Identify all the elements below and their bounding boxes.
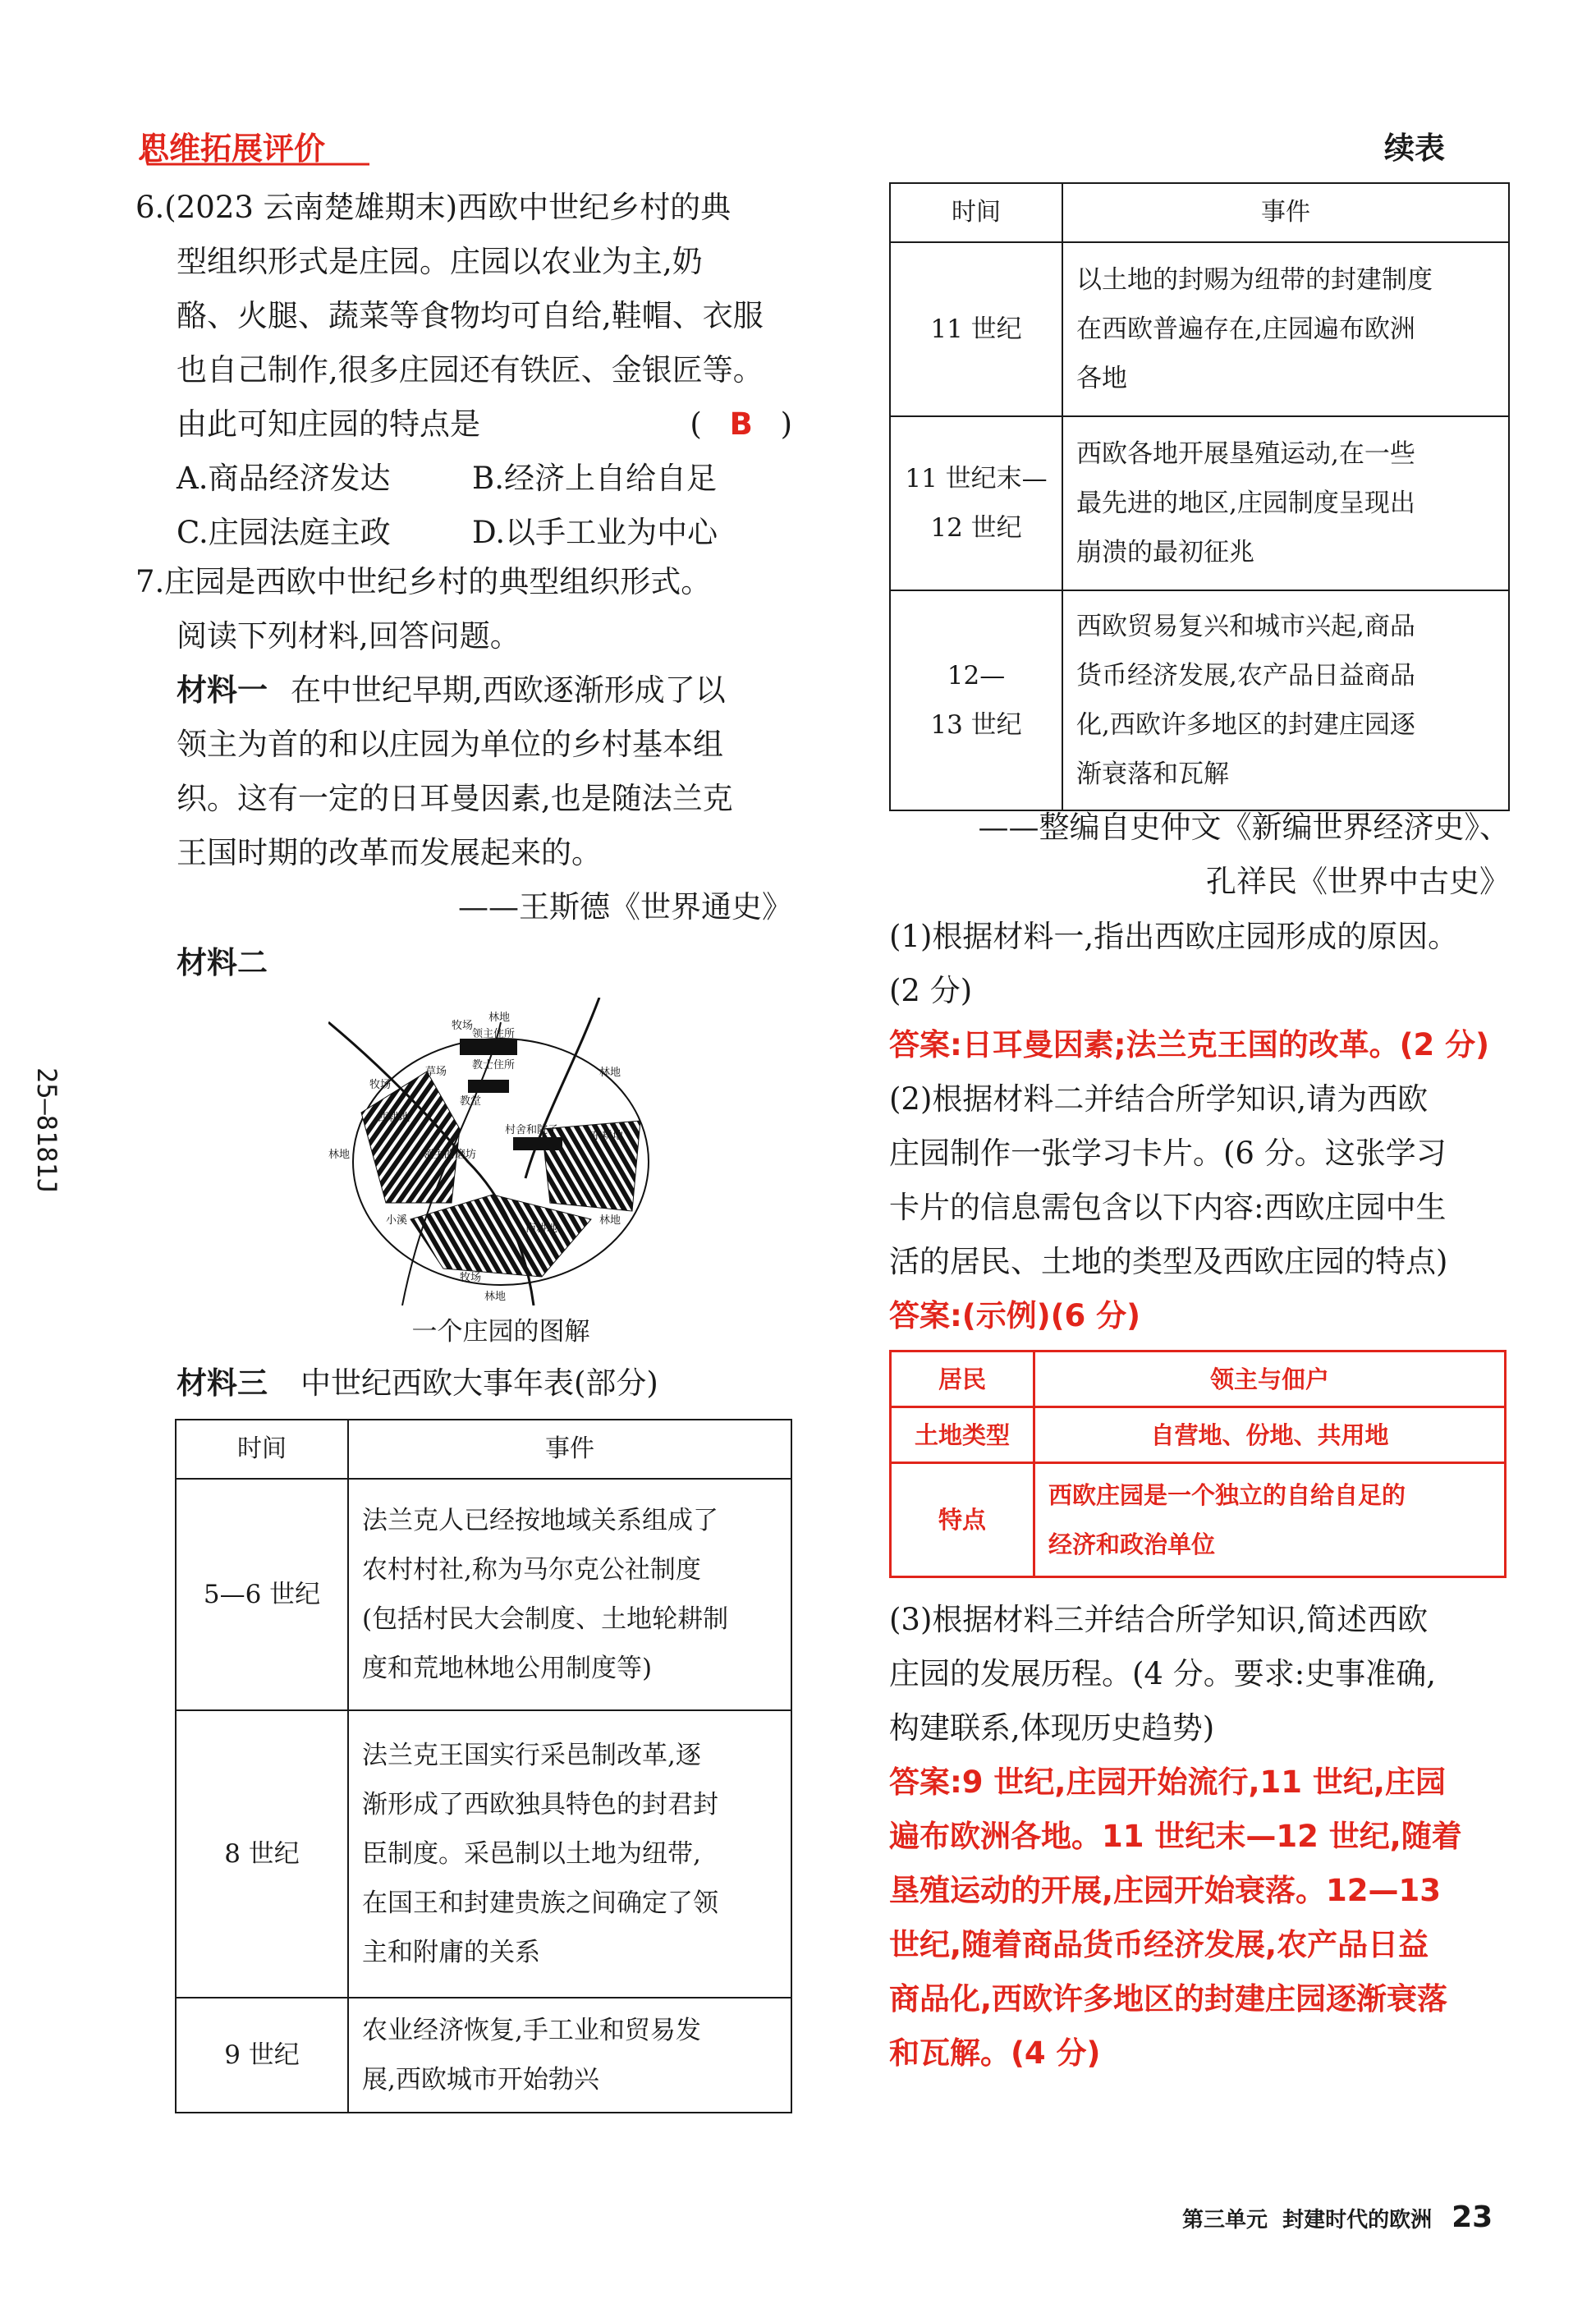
header-event: 事件	[1062, 183, 1509, 242]
event-line: 主和附庸的关系	[362, 1938, 540, 1967]
sub-question-3	[889, 1593, 1513, 2081]
sub1-answer-text: 日耳曼因素;法兰克王国的改革。(2 分)	[961, 1027, 1490, 1062]
village-block	[513, 1137, 562, 1150]
sub2-line: (2)根据材料二并结合所学知识,请为西欧	[889, 1081, 1429, 1117]
row-event	[1062, 242, 1509, 416]
event-line: 在西欧普遍存在,庄园遍布欧洲	[1076, 314, 1415, 344]
material-3-label: 材料三	[177, 1365, 268, 1401]
map-label-mill: 领主的磨坊	[423, 1149, 477, 1161]
card-value	[1034, 1463, 1506, 1577]
row-event	[1062, 416, 1509, 590]
q6-option-d: D.以手工业为中心	[472, 515, 718, 550]
map-label-village: 村舍和院子	[505, 1124, 559, 1136]
row-time: 9 世纪	[176, 1998, 348, 2113]
card-value-line: 西欧庄园是一个独立的自给自足的	[1048, 1481, 1406, 1509]
section-title-text: 思维拓展评价	[138, 131, 326, 167]
sub2-line: 庄园制作一张学习卡片。(6 分。这张学习	[889, 1136, 1447, 1171]
sub2-line: 卡片的信息需包含以下内容:西欧庄园中生	[889, 1190, 1447, 1225]
map-label-priest-house: 教士住所	[472, 1059, 516, 1071]
time-line: 11 世纪	[930, 314, 1022, 344]
event-line: 最先进的地区,庄园制度呈现出	[1076, 489, 1415, 518]
sub3-answer-line: 9 世纪,庄园开始流行,11 世纪,庄园	[961, 1764, 1446, 1800]
map-label-west-field: 西耕地	[378, 1112, 410, 1124]
table-row	[890, 416, 1509, 590]
row-time: 5—6 世纪	[176, 1479, 348, 1710]
map-label-pasture-top: 牧场	[452, 1020, 474, 1032]
row-time	[890, 242, 1062, 416]
sub2-answer	[889, 1289, 1513, 1343]
west-field-area	[361, 1071, 460, 1203]
section-title-underline	[131, 123, 378, 181]
sub2-line: 活的居民、土地的类型及西欧庄园的特点)	[889, 1244, 1448, 1279]
q6-option-b: B.经济上自给自足	[472, 461, 717, 496]
event-line: 农业经济恢复,手工业和贸易发	[362, 2016, 701, 2045]
event-line: 渐衰落和瓦解	[1076, 759, 1229, 789]
table-header-row	[890, 183, 1509, 242]
map-label-meadow: 草场	[425, 1066, 447, 1078]
q6-paren-open: (	[690, 406, 702, 442]
q6-line: 酪、火腿、蔬菜等食物均可自给,鞋帽、衣服	[177, 298, 764, 333]
table-header-row	[176, 1420, 791, 1479]
q6-line: 6.(2023 云南楚雄期末)西欧中世纪乡村的典	[135, 190, 732, 225]
map-label-south-field: 南耕地	[525, 1223, 558, 1235]
side-code: 25—8181J	[31, 1067, 62, 1195]
event-line: 西欧各地开展垦殖运动,在一些	[1076, 439, 1415, 469]
lord-house-block	[460, 1039, 517, 1055]
event-line: 以土地的封赐为纽带的封建制度	[1076, 265, 1433, 295]
material-1	[177, 663, 792, 934]
event-line: 在国王和封建贵族之间确定了领	[362, 1888, 718, 1918]
event-line: 法兰克王国实行采邑制改革,逐	[362, 1741, 701, 1770]
event-line: 化,西欧许多地区的封建庄园逐	[1076, 710, 1415, 740]
page-number: 23	[1452, 2200, 1493, 2234]
table-row	[176, 1479, 791, 1710]
map-label-lord-house: 领主住所	[472, 1028, 516, 1040]
row-time	[890, 416, 1062, 590]
header-time: 时间	[890, 183, 1062, 242]
q6-option-a: A.商品经济发达	[177, 461, 391, 496]
q6-line: 型组织形式是庄园。庄园以农业为主,奶	[177, 244, 703, 279]
sub3-answer-line: 遍布欧洲各地。11 世纪末—12 世纪,随着	[889, 1819, 1462, 1854]
question-7	[135, 555, 792, 663]
material-3-source	[889, 801, 1510, 909]
row-time: 8 世纪	[176, 1710, 348, 1998]
q6-line: 由此可知庄园的特点是	[177, 406, 480, 442]
map-label-pasture-bottom: 牧场	[460, 1272, 482, 1284]
event-line: 货币经济发展,农产品日益商品	[1076, 661, 1415, 691]
row-time	[890, 590, 1062, 810]
church-block	[468, 1080, 509, 1093]
card-value: 领主与佃户	[1034, 1351, 1506, 1407]
event-line: 展,西欧城市开始勃兴	[362, 2065, 599, 2095]
event-line: (包括村民大会制度、土地轮耕制	[362, 1604, 729, 1634]
q6-option-c: C.庄园法庭主政	[177, 515, 391, 550]
table-row	[890, 590, 1509, 810]
map-label-forest-left: 林地	[328, 1149, 351, 1161]
event-line: 臣制度。采邑制以土地为纽带,	[362, 1839, 701, 1869]
header-event: 事件	[348, 1420, 791, 1479]
map-label-forest-bottom: 林地	[484, 1291, 507, 1303]
row-event	[348, 1998, 791, 2113]
sub1-line: (1)根据材料一,指出西欧庄园形成的原因。	[889, 919, 1459, 954]
material-3-title: 中世纪西欧大事年表(部分)	[300, 1365, 658, 1401]
material-1-line: 在中世纪早期,西欧逐渐形成了以	[291, 672, 726, 708]
chronology-table-right	[889, 182, 1510, 811]
material-3-heading	[177, 1356, 658, 1411]
event-line: 西欧贸易复兴和城市兴起,商品	[1076, 612, 1415, 641]
card-value-line: 经济和政治单位	[1048, 1530, 1216, 1558]
time-line: 12—	[947, 661, 1006, 691]
sub1-line: (2 分)	[889, 973, 973, 1008]
card-key: 特点	[891, 1463, 1034, 1577]
continued-label: 续表	[1384, 131, 1445, 166]
q6-line: 也自己制作,很多庄园还有铁匠、金银匠等。	[177, 352, 764, 388]
card-value: 自营地、份地、共用地	[1034, 1407, 1506, 1463]
sub3-answer-line: 世纪,随着商品货币经济发展,农产品日益	[889, 1927, 1429, 1962]
card-row	[891, 1351, 1506, 1407]
row-event	[348, 1479, 791, 1710]
event-line: 渐形成了西欧独具特色的封君封	[362, 1790, 718, 1819]
map-label-church: 教堂	[460, 1095, 482, 1108]
time-line: 12 世纪	[930, 513, 1022, 543]
sub3-line: 庄园的发展历程。(4 分。要求:史事准确,	[889, 1656, 1436, 1691]
header-time: 时间	[176, 1420, 348, 1479]
event-line: 各地	[1076, 364, 1127, 393]
q6-answer-slot	[690, 397, 792, 452]
row-event	[1062, 590, 1509, 810]
time-line: 11 世纪末—	[905, 464, 1048, 493]
card-key: 土地类型	[891, 1407, 1034, 1463]
sub-question-2	[889, 1072, 1513, 1343]
map-caption: 一个庄园的图解	[411, 1317, 590, 1347]
question-6	[135, 181, 792, 560]
sub-question-1	[889, 910, 1513, 1072]
sub1-answer	[889, 1018, 1513, 1072]
sub3-answer-line: 商品化,西欧许多地区的封建庄园逐渐衰落	[889, 1981, 1448, 2017]
sub3-answer-line: 和瓦解。(4 分)	[889, 2035, 1101, 2071]
card-key: 居民	[891, 1351, 1034, 1407]
time-line: 13 世纪	[930, 710, 1022, 740]
table-row	[176, 1710, 791, 1998]
material-1-line: 王国时期的改革而发展起来的。	[177, 835, 602, 870]
answer-label: 答案:	[889, 1298, 962, 1333]
map-label-stream: 小溪	[386, 1214, 408, 1227]
row-event	[348, 1710, 791, 1998]
event-line: 度和荒地林地公用制度等)	[362, 1654, 653, 1683]
chronology-table-left	[175, 1419, 792, 2113]
manor-map	[328, 998, 673, 1306]
q7-line: 7.庄园是西欧中世纪乡村的典型组织形式。	[135, 564, 712, 599]
map-label-forest-right: 林地	[599, 1067, 621, 1079]
event-line: 崩溃的最初征兆	[1076, 538, 1254, 567]
map-label-east-field: 东耕地	[591, 1130, 624, 1142]
material-1-line: 领主为首的和以庄园为单位的乡村基本组	[177, 727, 723, 762]
sub2-answer-text: (示例)(6 分)	[961, 1298, 1141, 1333]
answer-label: 答案:	[889, 1764, 962, 1800]
card-row	[891, 1407, 1506, 1463]
source-line: ——整编自史仲文《新编世界经济史》、	[978, 810, 1510, 845]
study-card-table	[889, 1350, 1507, 1578]
table-row	[176, 1998, 791, 2113]
sub3-answer	[889, 1755, 1513, 1810]
map-label-forest-top: 林地	[488, 1012, 511, 1024]
sub3-line: (3)根据材料三并结合所学知识,简述西欧	[889, 1602, 1429, 1637]
table-row	[890, 242, 1509, 416]
material-1-line: 织。这有一定的日耳曼因素,也是随法兰克	[177, 781, 733, 816]
q6-answer: B	[729, 406, 753, 442]
material-2-label: 材料二	[177, 945, 268, 980]
event-line: 农村村社,称为马尔克公社制度	[362, 1555, 701, 1585]
map-label-forest-right-low: 林地	[599, 1214, 621, 1227]
event-line: 法兰克人已经按地域关系组成了	[362, 1506, 718, 1535]
material-1-source: ——王斯德《世界通史》	[458, 889, 792, 925]
material-1-label: 材料一	[177, 672, 268, 708]
q6-paren-close: )	[780, 406, 792, 442]
card-row	[891, 1463, 1506, 1577]
footer-unit: 第三单元 封建时代的欧洲	[1182, 2208, 1433, 2232]
footer	[1182, 2200, 1493, 2234]
map-label-pasture-left: 牧场	[369, 1079, 392, 1091]
q7-line: 阅读下列材料,回答问题。	[177, 618, 521, 654]
sub3-answer-line: 垦殖运动的开展,庄园开始衰落。12—13	[889, 1873, 1442, 1908]
source-line: 孔祥民《世界中古史》	[1206, 864, 1510, 899]
sub3-line: 构建联系,体现历史趋势)	[889, 1710, 1215, 1746]
answer-label: 答案:	[889, 1027, 962, 1062]
